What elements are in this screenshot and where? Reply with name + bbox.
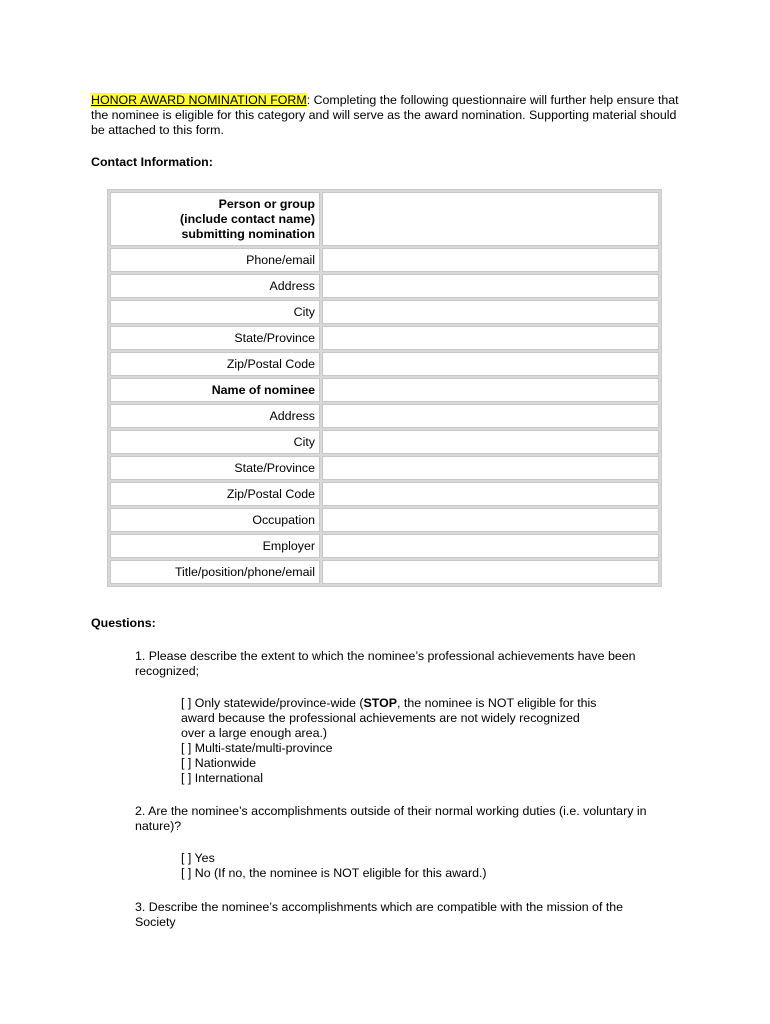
contact-heading: Contact Information:: [91, 155, 213, 169]
question-1: 1. Please describe the extent to which the nominee’s professional achievements have been recognized;: [135, 649, 636, 678]
question-2: 2. Are the nominee’s accomplishments outside of their normal working duties (i.e. voluntary in nature)?: [135, 804, 647, 833]
questions-heading: Questions:: [91, 616, 156, 630]
contact-row-label: Title/position/phone/email: [110, 560, 320, 584]
form-title: HONOR AWARD NOMINATION FORM: [91, 93, 307, 107]
contact-row: [110, 508, 659, 532]
contact-row-label: Employer: [110, 534, 320, 558]
contact-row-value-field[interactable]: [322, 192, 659, 246]
contact-row-label: Name of nominee: [110, 378, 320, 402]
contact-row-value-field[interactable]: [322, 300, 659, 324]
contact-row-label: Address: [110, 404, 320, 428]
contact-row-label: State/Province: [110, 326, 320, 350]
contact-row-label: Zip/Postal Code: [110, 482, 320, 506]
contact-row-label: Zip/Postal Code: [110, 352, 320, 376]
contact-row-value-field[interactable]: [322, 274, 659, 298]
option-nationwide[interactable]: [ ] Nationwide: [181, 756, 257, 770]
option-multi-state[interactable]: [ ] Multi-state/multi-province: [181, 741, 333, 755]
contact-row: [110, 300, 659, 324]
question-1-options: [181, 696, 601, 786]
contact-row: [110, 326, 659, 350]
contact-row-value-field[interactable]: [322, 248, 659, 272]
contact-row-label: City: [110, 300, 320, 324]
contact-row: [110, 482, 659, 506]
question-2-options: [181, 851, 601, 881]
contact-row-value-field[interactable]: [322, 534, 659, 558]
contact-row: [110, 534, 659, 558]
contact-row: [110, 274, 659, 298]
contact-row: [110, 430, 659, 454]
contact-row-label: City: [110, 430, 320, 454]
contact-table: [107, 189, 662, 587]
option-no[interactable]: [ ] No (If no, the nominee is NOT eligible for this award.): [181, 866, 487, 880]
contact-row: [110, 560, 659, 584]
contact-row-label: Occupation: [110, 508, 320, 532]
contact-row: [110, 192, 659, 246]
stop-label: STOP: [363, 696, 398, 710]
contact-row-value-field[interactable]: [322, 456, 659, 480]
contact-row-value-field[interactable]: [322, 404, 659, 428]
option-yes[interactable]: [ ] Yes: [181, 851, 215, 865]
contact-row-label: Phone/email: [110, 248, 320, 272]
contact-row-value-field[interactable]: [322, 508, 659, 532]
contact-row-value-field[interactable]: [322, 326, 659, 350]
contact-row: [110, 378, 659, 402]
contact-row-value-field[interactable]: [322, 378, 659, 402]
contact-row-value-field[interactable]: [322, 430, 659, 454]
question-3: 3. Describe the nominee’s accomplishments which are compatible with the mission of the Society: [135, 900, 624, 929]
contact-row: [110, 352, 659, 376]
contact-row-label: Address: [110, 274, 320, 298]
intro-text: : Completing the following questionnaire will further help ensure that the nominee is eligible for this category and will serve as the award nomination. Supporting material should be attached to this form.: [91, 93, 679, 137]
contact-row-value-field[interactable]: [322, 560, 659, 584]
intro-paragraph: [91, 93, 681, 138]
contact-row-label: State/Province: [110, 456, 320, 480]
option-international[interactable]: [ ] International: [181, 771, 263, 785]
contact-row: [110, 248, 659, 272]
contact-row: [110, 456, 659, 480]
contact-row-value-field[interactable]: [322, 352, 659, 376]
contact-row-label: Person or group (include contact name) submitting nomination: [110, 192, 320, 246]
contact-row: [110, 404, 659, 428]
contact-row-value-field[interactable]: [322, 482, 659, 506]
option-statewide[interactable]: [ ] Only statewide/province-wide (STOP, the nominee is NOT eligible for this award because the professional achievements are not widely recognized over a large enough area.): [181, 696, 597, 740]
